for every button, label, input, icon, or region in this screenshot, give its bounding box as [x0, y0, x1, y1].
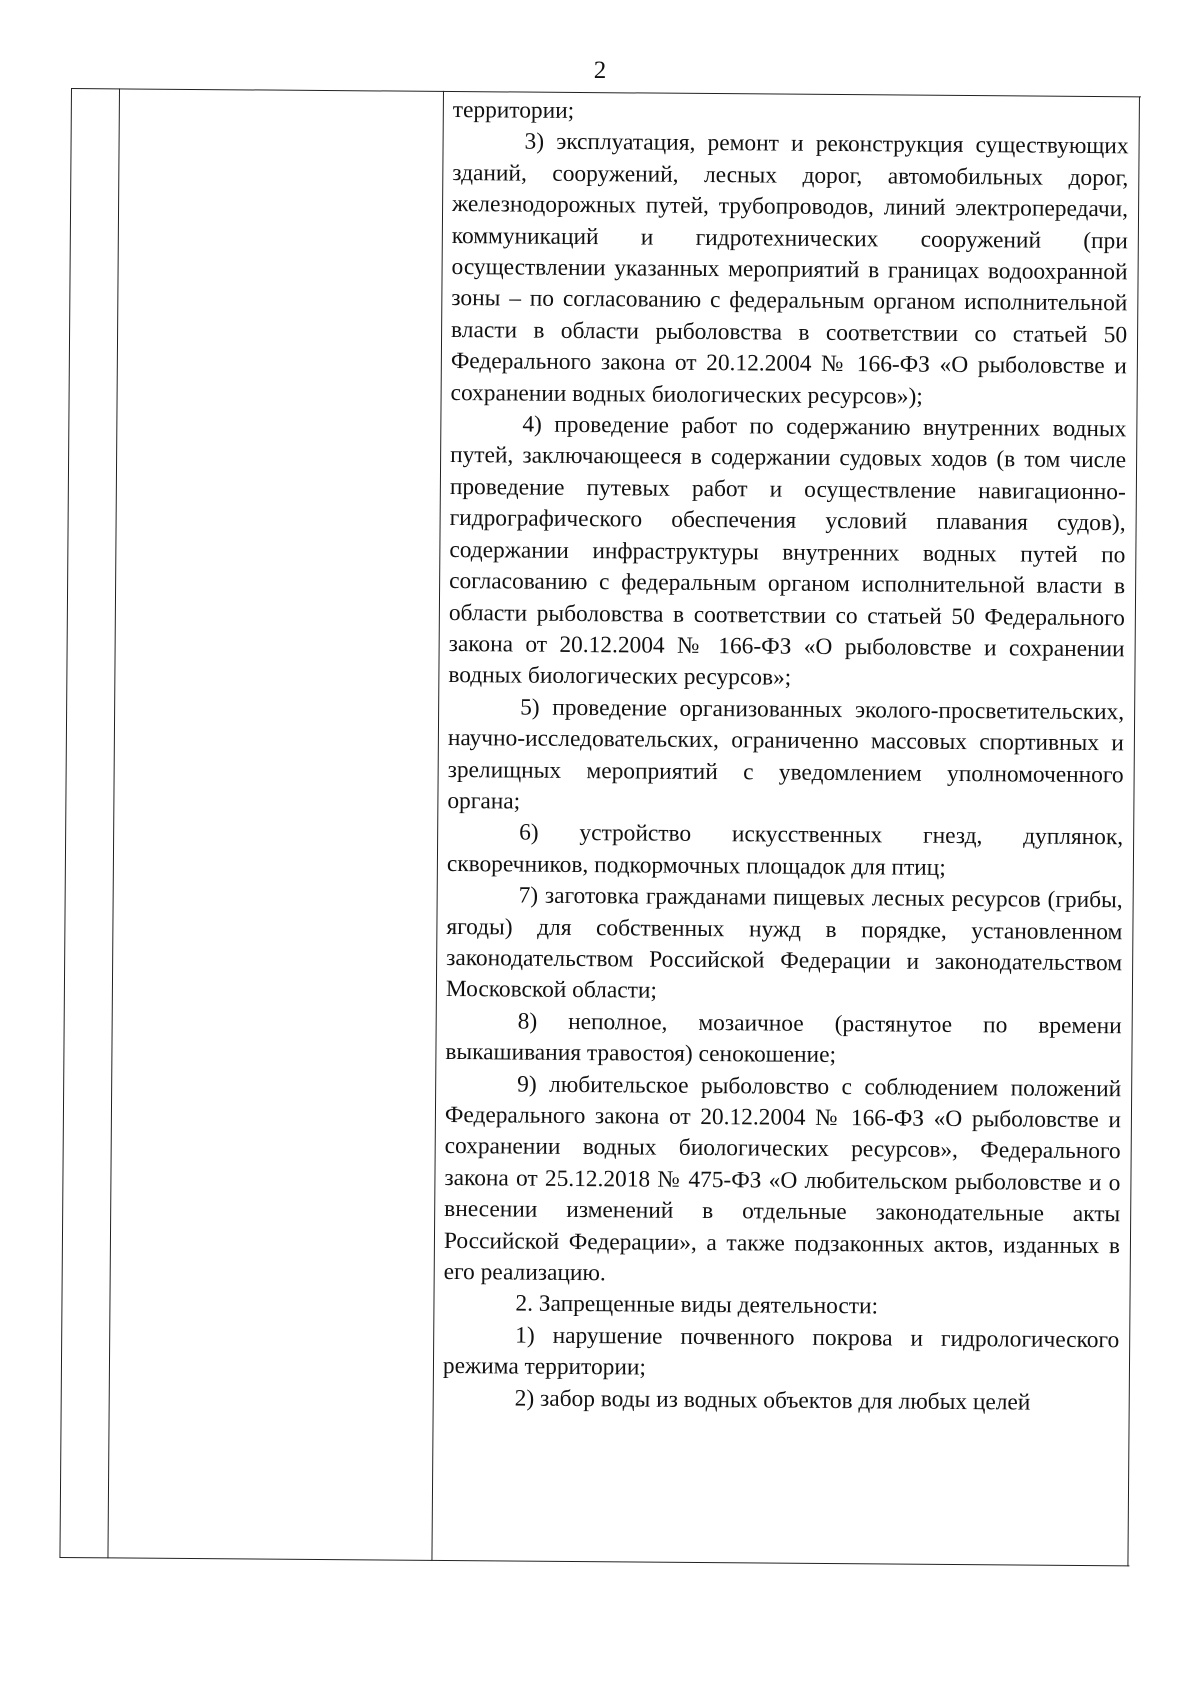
- list-item: 7) заготовка гражданами пищевых лесных ресурсов (грибы, ягоды) для собственных нужд в порядке, установленном законодательством Российской Федерации и законодательством Московской области;: [445, 882, 1123, 1005]
- list-item: 5) проведение организованных эколого-просветительских, научно-исследовательских, ограниченно массовых спортивных и зрелищных мероприятий с уведомлением уполномоченного органа;: [447, 694, 1125, 815]
- table-column-divider: [107, 88, 120, 1558]
- table-cell-content: [443, 95, 1129, 1419]
- list-item: 8) неполное, мозаичное (растянутое по времени выкашивания травостоя) сенокошение;: [445, 1008, 1122, 1069]
- document-table: [59, 88, 1141, 1566]
- list-item: 9) любительское рыболовство с соблюдением положений Федерального закона от 20.12.2004 № 166-ФЗ «О рыболовстве и сохранении водных биологических ресурсов», Федерального закона от 25.12.2018 № 475-ФЗ «О любительском рыболовстве и о внесении изменений в отдельные законодательные акты Российской Федерации», а также подзаконных актов, изданных в его реализацию.: [443, 1071, 1122, 1287]
- list-item: 3) эксплуатация, ремонт и реконструкция существующих зданий, сооружений, лесных дорог, автомобильных дорог, железнодорожных путей, трубопроводов, линий электропередачи, коммуникаций и гидротехнических сооружений (при осуществлении указанных мероприятий в границах водоохранной зоны – по согласованию с федеральным органом исполнительной власти в области рыболовства в соответствии со статьей 50 Федерального закона от 20.12.2004 № 166-ФЗ «О рыболовстве и сохранении водных биологических ресурсов»);: [450, 128, 1129, 410]
- list-item: 6) устройство искусственных гнезд, дуплянок, скворечников, подкормочных площадок для птиц;: [446, 819, 1124, 881]
- table-bottom-border: [59, 1557, 1129, 1566]
- list-item: 4) проведение работ по содержанию внутренних водных путей, заключающееся в содержании судовых ходов (в том числе проведение путевых работ и осуществление навигационно-гидрографического обеспечения условий плавания судов), содержании инфраструктуры внутренних водных путей по согласованию с федеральным органом исполнительной власти в области рыболовства в соответствии со статьей 50 Федерального закона от 20.12.2004 № 166-ФЗ «О рыболовстве и сохранении водных биологических ресурсов»;: [448, 411, 1127, 691]
- paragraph: территории;: [452, 97, 575, 124]
- section-heading: 2. Запрещенные виды деятельности:: [515, 1290, 879, 1320]
- table-column-divider: [431, 91, 444, 1561]
- list-item: 2) забор воды из водных объектов для любых целей: [514, 1385, 1031, 1416]
- table-column-divider: [59, 88, 72, 1558]
- list-item: 1) нарушение почвенного покрова и гидрологического режима территории;: [442, 1322, 1120, 1381]
- page-number: 2: [593, 57, 607, 84]
- table-column-divider: [1127, 96, 1140, 1566]
